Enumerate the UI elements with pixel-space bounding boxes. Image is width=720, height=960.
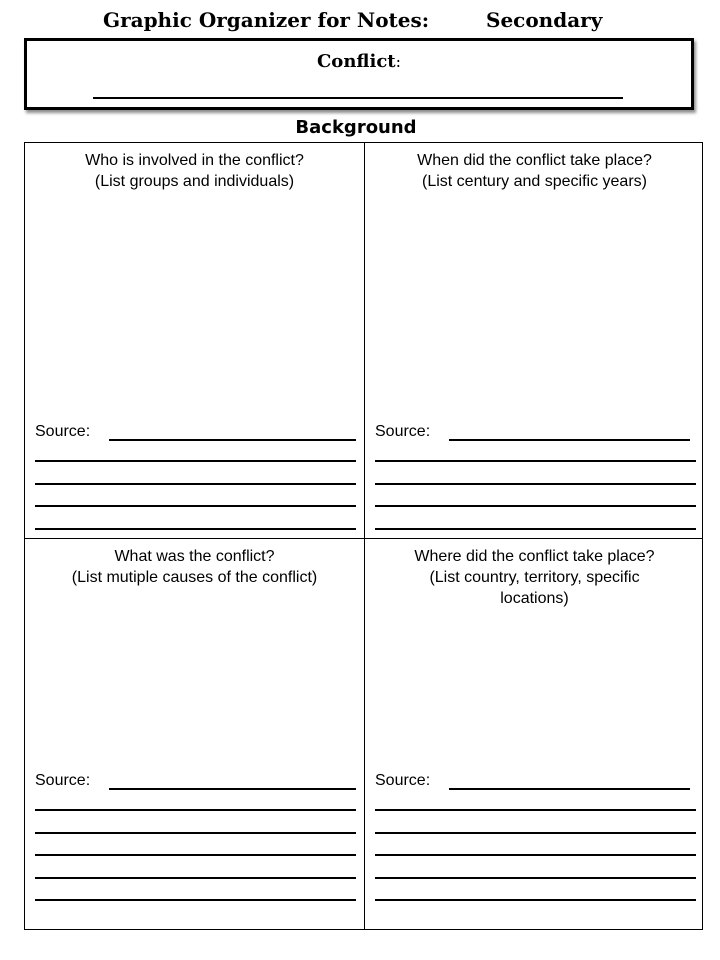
cell-question: What was the conflict? (114, 548, 275, 565)
note-line[interactable] (35, 483, 356, 485)
note-line[interactable] (375, 877, 696, 879)
note-line[interactable] (375, 854, 696, 856)
note-line[interactable] (375, 899, 696, 901)
note-line[interactable] (35, 832, 356, 834)
source-label: Source: (35, 772, 91, 789)
note-line[interactable] (375, 483, 696, 485)
note-line[interactable] (35, 505, 356, 507)
note-line[interactable] (375, 505, 696, 507)
cell-question: Who is involved in the conflict? (85, 152, 304, 169)
note-line[interactable] (35, 528, 356, 530)
conflict-label-text: Conflict (316, 51, 396, 72)
page-title: Graphic Organizer for Notes: (103, 8, 430, 32)
note-line[interactable] (35, 809, 356, 811)
note-line[interactable] (375, 809, 696, 811)
note-line[interactable] (35, 877, 356, 879)
note-line[interactable] (375, 528, 696, 530)
note-line[interactable] (35, 854, 356, 856)
conflict-write-line[interactable] (93, 97, 623, 99)
source-line[interactable] (449, 439, 690, 441)
cell-hint-continued: locations) (500, 590, 569, 607)
note-line[interactable] (375, 832, 696, 834)
source-label: Source: (375, 423, 431, 440)
source-line[interactable] (109, 439, 356, 441)
cell-question-block (33, 546, 356, 588)
cell-question-block (373, 546, 696, 609)
cell-when (365, 143, 704, 537)
organizer-grid (24, 142, 703, 930)
cell-question-block (373, 150, 696, 192)
cell-question: When did the conflict take place? (417, 152, 652, 169)
cell-hint: (List mutiple causes of the conflict) (71, 569, 318, 586)
cell-question: Where did the conflict take place? (414, 548, 655, 565)
cell-hint: (List country, territory, specific (429, 569, 640, 586)
note-line[interactable] (35, 899, 356, 901)
conflict-label-colon: : (395, 52, 401, 71)
source-line[interactable] (109, 788, 356, 790)
cell-hint: (List groups and individuals) (94, 173, 295, 190)
cell-question-block (33, 150, 356, 192)
page-header (0, 8, 720, 38)
cell-hint: (List century and specific years) (422, 173, 647, 190)
source-label: Source: (35, 423, 91, 440)
source-line[interactable] (449, 788, 690, 790)
section-title: Background (295, 117, 417, 138)
cell-who (25, 143, 364, 537)
note-line[interactable] (35, 460, 356, 462)
conflict-box (24, 38, 694, 110)
conflict-label (27, 51, 691, 72)
level-label: Secondary (486, 8, 603, 32)
cell-what (25, 539, 364, 933)
cell-where (365, 539, 704, 933)
source-label: Source: (375, 772, 431, 789)
note-line[interactable] (375, 460, 696, 462)
